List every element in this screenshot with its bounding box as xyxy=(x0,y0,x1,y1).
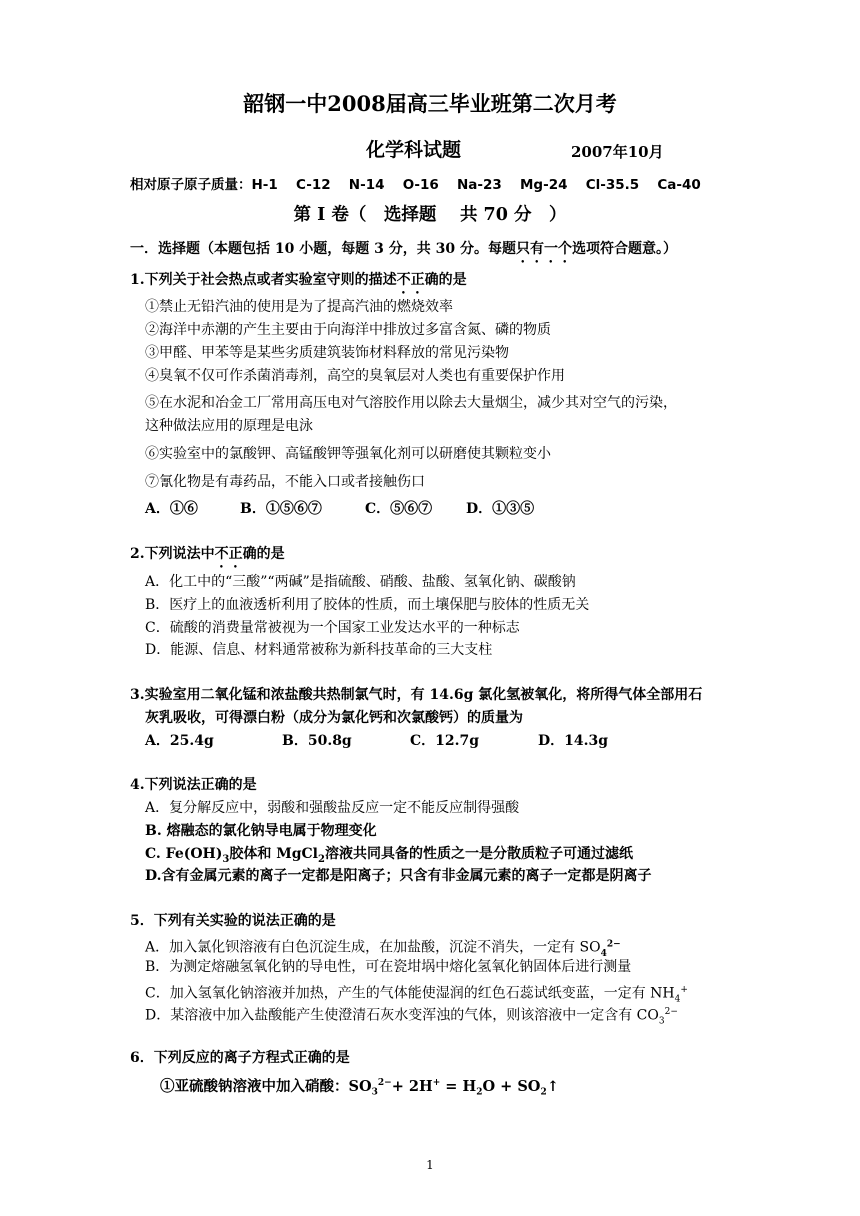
q2-option-a: A．化工中的“三酸”“两碱”是指硫酸、硝酸、盐酸、氢氧化钠、碳酸钠 xyxy=(145,574,576,590)
emphasis-char: 正 xyxy=(228,546,243,562)
option-text: D．某溶液中加入盐酸能产生使澄清石灰水变浑浊的气体，则该溶液中一定含有 CO xyxy=(145,1007,659,1024)
question-6-stem: 6．下列反应的离子方程式正确的是 xyxy=(130,1050,350,1066)
exam-title: 韶钢一中2008届高三毕业班第二次月考 xyxy=(243,91,617,116)
q5-option-d xyxy=(145,1003,678,1030)
q3-option-c: C．12.7g xyxy=(410,733,480,749)
page-number: 1 xyxy=(426,1158,434,1172)
question-3-stem-line2: 灰乳吸收，可得漂白粉（成分为氯化钙和次氯酸钙）的质量为 xyxy=(145,710,523,726)
q5-option-b: B．为测定熔融氢氧化钠的导电性，可在瓷坩埚中熔化氢氧化钠固体后进行测量 xyxy=(145,959,632,975)
stem-text: 1.下列关于社会热点或者实验室守则的描述 xyxy=(130,272,397,288)
question-1-stem xyxy=(130,271,467,297)
q1-item: ⑦氰化物是有毒药品，不能入口或者接触伤口 xyxy=(145,474,425,490)
q2-option-b: B．医疗上的血液透析利用了胶体的性质，而土壤保肥与胶体的性质无关 xyxy=(145,597,590,613)
subscript: 3 xyxy=(222,853,230,865)
question-4-stem: 4.下列说法正确的是 xyxy=(130,777,257,793)
stem-text: 确的是 xyxy=(424,272,467,288)
option-text: C．加入氢氧化钠溶液并加热，产生的气体能使湿润的红色石蕊试纸变蓝，一定有 NH xyxy=(145,985,675,1002)
q3-option-d: D．14.3g xyxy=(538,733,609,749)
option-text: ①亚硫酸钠溶液中加入硝酸：SO xyxy=(160,1077,372,1095)
emphasis-char: 只 xyxy=(515,241,530,257)
subscript: 2 xyxy=(540,1087,547,1098)
exam-subtitle: 化学科试题 xyxy=(366,139,462,161)
emphasis-char: 一 xyxy=(543,241,558,257)
superscript: 2− xyxy=(606,939,621,949)
emphasis-char: 有 xyxy=(529,241,544,257)
q2-option-d: D．能源、信息、材料通常被称为新科技革命的三大支柱 xyxy=(145,642,493,658)
q1-item: ⑤在水泥和冶金工厂常用高压电对气溶胶作用以除去大量烟尘，减少其对空气的污染， xyxy=(145,395,677,411)
option-text: O + SO xyxy=(482,1077,541,1095)
subscript: 4 xyxy=(674,994,681,1005)
option-text: = H xyxy=(440,1077,477,1095)
option-text: 胶体和 MgCl xyxy=(229,846,318,862)
option-text: + 2H xyxy=(391,1077,433,1095)
volume-heading: 第 I 卷（ 选择题 共 70 分 ） xyxy=(293,205,567,225)
atomic-mass-line: 相对原子原子质量：H-1 C-12 N-14 O-16 Na-23 Mg-24 Cl-35.5 Ca-40 xyxy=(130,177,701,193)
option-text: ↑ xyxy=(546,1077,559,1095)
q1-option-c: C．⑤⑥⑦ xyxy=(365,501,433,517)
q1-item: 这种做法应用的原理是电泳 xyxy=(145,418,313,434)
q1-item: ④臭氧不仅可作杀菌消毒剂，高空的臭氧层对人类也有重要保护作用 xyxy=(145,368,565,384)
q1-option-d: D．①③⑤ xyxy=(466,501,535,517)
q1-item: ①禁止无铅汽油的使用是为了提高汽油的燃烧效率 xyxy=(145,299,453,315)
subscript: 4 xyxy=(600,948,607,959)
q2-option-c: C．硫酸的消费量常被视为一个国家工业发达水平的一种标志 xyxy=(145,620,520,636)
q1-item: ②海洋中赤潮的产生主要由于向海洋中排放过多富含氮、磷的物质 xyxy=(145,322,551,338)
subscript: 2 xyxy=(476,1087,483,1098)
q3-option-a: A．25.4g xyxy=(145,733,214,749)
emphasis-char: 个 xyxy=(557,241,572,257)
section-heading-post: 选项符合题意。） xyxy=(571,241,677,257)
q4-option-a: A．复分解反应中，弱酸和强酸盐反应一定不能反应制得强酸 xyxy=(145,800,520,816)
stem-text: 确的是 xyxy=(242,546,285,562)
superscript: + xyxy=(680,985,688,995)
q3-option-b: B．50.8g xyxy=(282,733,352,749)
superscript: + xyxy=(432,1078,441,1088)
q1-item: ⑥实验室中的氯酸钾、高锰酸钾等强氧化剂可以研磨使其颗粒变小 xyxy=(145,446,551,462)
subscript: 3 xyxy=(658,1016,665,1027)
q6-item-1 xyxy=(160,1074,559,1102)
q4-option-d: D.含有金属元素的离子一定都是阳离子；只含有非金属元素的离子一定都是阴离子 xyxy=(145,868,652,884)
section-heading xyxy=(130,240,677,266)
option-text: A．加入氯化钡溶液有白色沉淀生成，在加盐酸，沉淀不消失，一定有 SO xyxy=(145,939,601,956)
superscript: 2− xyxy=(377,1078,392,1088)
exam-date: 2007年10月 xyxy=(571,143,664,161)
q4-option-c xyxy=(145,845,633,869)
section-heading-pre: 一．选择题（本题包括 10 小题，每题 3 分，共 30 分。每题 xyxy=(130,241,516,257)
superscript: 2− xyxy=(664,1007,678,1017)
question-3-stem-line1: 3.实验室用二氧化锰和浓盐酸共热制氯气时，有 14.6g 氯化氢被氧化，将所得气体全部用石 xyxy=(130,687,703,703)
option-text: C. Fe(OH) xyxy=(145,846,223,862)
option-text: 溶液共同具备的性质之一是分散质粒子可通过滤纸 xyxy=(324,846,633,862)
q1-option-a: A．①⑥ xyxy=(145,501,198,517)
emphasis-char: 不 xyxy=(396,272,411,288)
q1-item: ③甲醛、甲苯等是某些劣质建筑装饰材料释放的常见污染物 xyxy=(145,345,509,361)
question-2-stem xyxy=(130,545,285,571)
emphasis-char: 正 xyxy=(410,272,425,288)
q4-option-b: B. 熔融态的氯化钠导电属于物理变化 xyxy=(145,823,377,839)
question-5-stem: 5．下列有关实验的说法正确的是 xyxy=(130,913,336,929)
stem-text: 2.下列说法中 xyxy=(130,546,215,562)
emphasis-char: 不 xyxy=(214,546,229,562)
subscript: 2 xyxy=(318,853,325,865)
subscript: 3 xyxy=(371,1087,378,1098)
q1-option-b: B．①⑤⑥⑦ xyxy=(240,501,322,517)
